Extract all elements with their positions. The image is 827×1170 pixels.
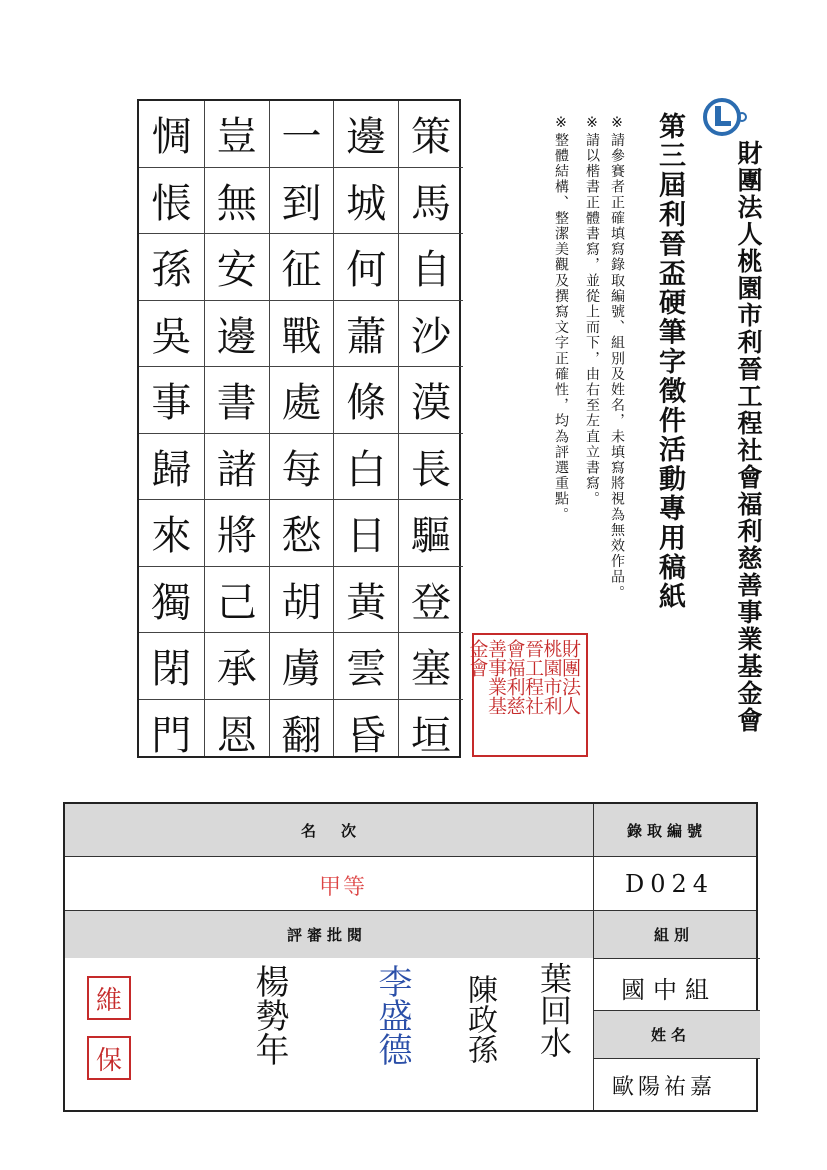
poem-character: 吳 — [139, 301, 204, 368]
seal-text-column: 桃園市利 — [540, 639, 563, 715]
poem-character: 日 — [334, 500, 398, 567]
rank-value: 甲等 — [319, 875, 368, 900]
poem-character: 歸 — [139, 434, 204, 501]
poem-character: 承 — [205, 633, 269, 700]
poem-character: 邊 — [205, 301, 269, 368]
reviewer-seal-2: 保 — [87, 1036, 131, 1080]
foundation-seal — [466, 633, 588, 757]
poem-character: 黃 — [334, 567, 398, 634]
poem-character: 雲 — [334, 633, 398, 700]
poem-character: 事 — [139, 367, 204, 434]
poem-character: 翻 — [281, 712, 322, 759]
poem-character: 愁 — [270, 500, 334, 567]
admission-label: 錄取編號 — [627, 822, 708, 840]
poem-column — [139, 101, 204, 759]
calligraphy-grid — [137, 99, 461, 758]
poem-character: 一 — [270, 101, 334, 168]
poem-character: 何 — [334, 234, 398, 301]
poem-character: 策 — [399, 101, 463, 168]
seal-text-column: 晉工程社 — [522, 639, 544, 715]
table-divider — [593, 804, 594, 1110]
poem-character: 戰 — [270, 301, 334, 368]
poem-character: 昏 — [346, 712, 387, 759]
seal-text-column: 會福利慈 — [503, 639, 526, 715]
group-label: 組別 — [654, 926, 695, 944]
signature-2: 李盛德 — [372, 964, 412, 1066]
poem-character: 漠 — [399, 367, 463, 434]
admission-value: D024 — [625, 870, 715, 898]
poem-column — [204, 101, 269, 759]
group-value: 國中組 — [621, 976, 717, 1004]
poem-character: 門 — [151, 712, 192, 759]
poem-character: 虜 — [270, 633, 334, 700]
rank-label: 名 次 — [301, 822, 362, 840]
seal-text-column: 善事業基 — [485, 639, 507, 715]
seal-text-column: 金會 — [466, 639, 489, 677]
poem-character: 諸 — [205, 434, 269, 501]
signature-3: 陳政孫 — [462, 974, 497, 1064]
note-3: ※整體結構、整潔美觀及撰寫文字正確性，均為評選重點。 — [553, 115, 569, 523]
poem-column — [269, 101, 334, 759]
poem-column — [398, 101, 463, 759]
signature-1: 楊勢年 — [249, 964, 289, 1066]
name-value: 歐陽祐嘉 — [612, 1075, 717, 1100]
note-2: ※請以楷書正體書寫，並從上而下，由右至左直立書寫。 — [584, 115, 600, 507]
poem-character: 來 — [139, 500, 204, 567]
poem-character: 安 — [205, 234, 269, 301]
poem-character: 自 — [399, 234, 463, 301]
poem-character: 處 — [270, 367, 334, 434]
poem-character: 豈 — [205, 101, 269, 168]
poem-column — [333, 101, 398, 759]
signature-4: 葉回水 — [535, 962, 573, 1058]
poem-character: 悵 — [139, 168, 204, 235]
poem-character: 己 — [205, 567, 269, 634]
reviewer-seal-1: 維 — [87, 976, 131, 1020]
poem-character: 征 — [270, 234, 334, 301]
foundation-name: 財團法人桃園市利晉工程社會福利慈善事業基金會 — [734, 140, 763, 734]
poem-character: 胡 — [270, 567, 334, 634]
poem-character: 無 — [205, 168, 269, 235]
poem-character: 條 — [334, 367, 398, 434]
event-title: 第三屆利晉盃硬筆字徵件活動專用稿紙 — [654, 112, 685, 612]
poem-character: 獨 — [139, 567, 204, 634]
note-1: ※請參賽者正確填寫錄取編號、組別及姓名，未填寫將視為無效作品。 — [609, 115, 625, 601]
poem-character: 恩 — [216, 712, 257, 759]
poem-character: 到 — [270, 168, 334, 235]
poem-character: 沙 — [399, 301, 463, 368]
poem-character: 孫 — [139, 234, 204, 301]
seal-text-column: 財團法人 — [559, 639, 581, 715]
poem-character: 蕭 — [334, 301, 398, 368]
name-label: 姓名 — [651, 1026, 692, 1044]
poem-character: 邊 — [334, 101, 398, 168]
poem-character: 塞 — [399, 633, 463, 700]
review-label: 評審批閱 — [287, 926, 368, 944]
poem-character: 閉 — [139, 633, 204, 700]
foundation-logo — [700, 97, 758, 137]
poem-character: 惆 — [139, 101, 204, 168]
poem-character: 白 — [334, 434, 398, 501]
poem-character: 驅 — [399, 500, 463, 567]
poem-character: 垣 — [411, 712, 452, 759]
table-header-row-2 — [65, 910, 756, 958]
poem-character: 書 — [205, 367, 269, 434]
poem-character: 城 — [334, 168, 398, 235]
poem-character: 長 — [399, 434, 463, 501]
result-table — [63, 802, 758, 1112]
poem-character: 每 — [270, 434, 334, 501]
poem-character: 登 — [399, 567, 463, 634]
poem-character: 馬 — [399, 168, 463, 235]
poem-character: 將 — [205, 500, 269, 567]
